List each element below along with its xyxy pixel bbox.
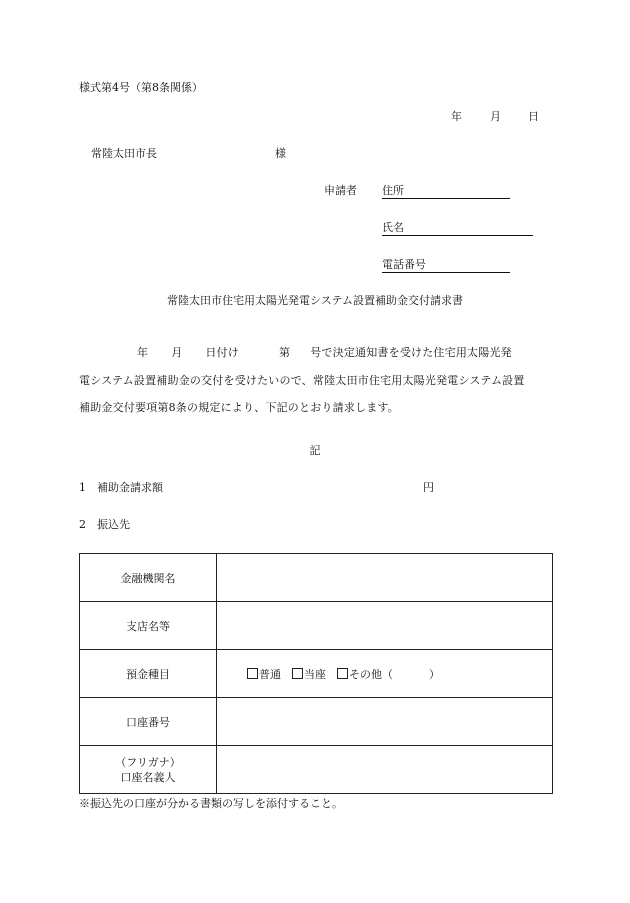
attachment-note: ※振込先の口座が分かる書類の写しを添付すること。	[79, 797, 343, 810]
addressee	[91, 147, 286, 161]
table-row	[80, 650, 553, 698]
furigana-label: （フリガナ）	[115, 755, 181, 769]
body-dai: 第	[279, 346, 291, 359]
body-line-2: 電システム設置補助金の交付を受けたいので、常陸太田市住宅用太陽光発電システム設置	[79, 374, 525, 387]
document-title: 常陸太田市住宅用太陽光発電システム設置補助金交付請求書	[167, 294, 463, 307]
table-row	[80, 698, 553, 746]
addressee-name: 常陸太田市長	[91, 147, 157, 160]
item-2	[79, 518, 130, 532]
current-checkbox[interactable]	[292, 668, 326, 681]
applicant-address	[382, 184, 510, 199]
account-holder-label: 口座名義人	[120, 770, 176, 784]
item2-label: 振込先	[97, 518, 130, 531]
applicant-phone	[382, 258, 510, 273]
table-row	[80, 746, 553, 794]
other-checkbox[interactable]	[337, 668, 393, 681]
phone-label: 電話番号	[382, 258, 510, 273]
account-number-field[interactable]	[217, 698, 553, 746]
item2-number: 2	[79, 518, 86, 531]
account-number-label: 口座番号	[80, 698, 217, 746]
table-row	[80, 554, 553, 602]
account-holder-cell	[80, 746, 217, 794]
date-month: 月	[490, 110, 501, 123]
addressee-honorific: 様	[275, 147, 286, 160]
body-line-3: 補助金交付要項第8条の規定により、下記のとおり請求します。	[79, 401, 399, 414]
body-year: 年	[137, 346, 149, 359]
date-day: 日	[528, 110, 539, 123]
current-option-label: 当座	[304, 667, 326, 681]
body-line-1	[79, 346, 553, 360]
item-1	[79, 481, 163, 495]
body-day: 日付け	[205, 346, 240, 359]
other-option-close: ）	[429, 667, 440, 681]
regular-checkbox[interactable]	[247, 668, 281, 681]
bank-table	[79, 553, 553, 794]
branch-label: 支店名等	[80, 602, 217, 650]
date-line	[451, 110, 539, 124]
table-row	[80, 602, 553, 650]
address-label: 住所	[382, 184, 510, 199]
ki-heading: 記	[309, 444, 321, 457]
item1-label: 補助金請求額	[97, 481, 163, 494]
regular-option-label: 普通	[259, 667, 281, 681]
branch-field[interactable]	[217, 602, 553, 650]
institution-field[interactable]	[217, 554, 553, 602]
applicant-name	[382, 221, 533, 236]
other-option-label: その他（	[349, 667, 393, 681]
name-label: 氏名	[382, 221, 533, 236]
account-holder-field[interactable]	[217, 746, 553, 794]
applicant-label: 申請者	[324, 184, 357, 197]
item1-unit: 円	[423, 481, 434, 494]
deposit-type-label: 預金種目	[80, 650, 217, 698]
form-number: 様式第4号（第8条関係）	[79, 81, 203, 94]
body-month: 月	[171, 346, 183, 359]
date-year: 年	[451, 110, 462, 123]
institution-label: 金融機関名	[80, 554, 217, 602]
deposit-type-options	[217, 650, 553, 698]
body-rest: 号で決定通知書を受けた住宅用太陽光発	[310, 346, 512, 359]
item1-number: 1	[79, 481, 86, 494]
